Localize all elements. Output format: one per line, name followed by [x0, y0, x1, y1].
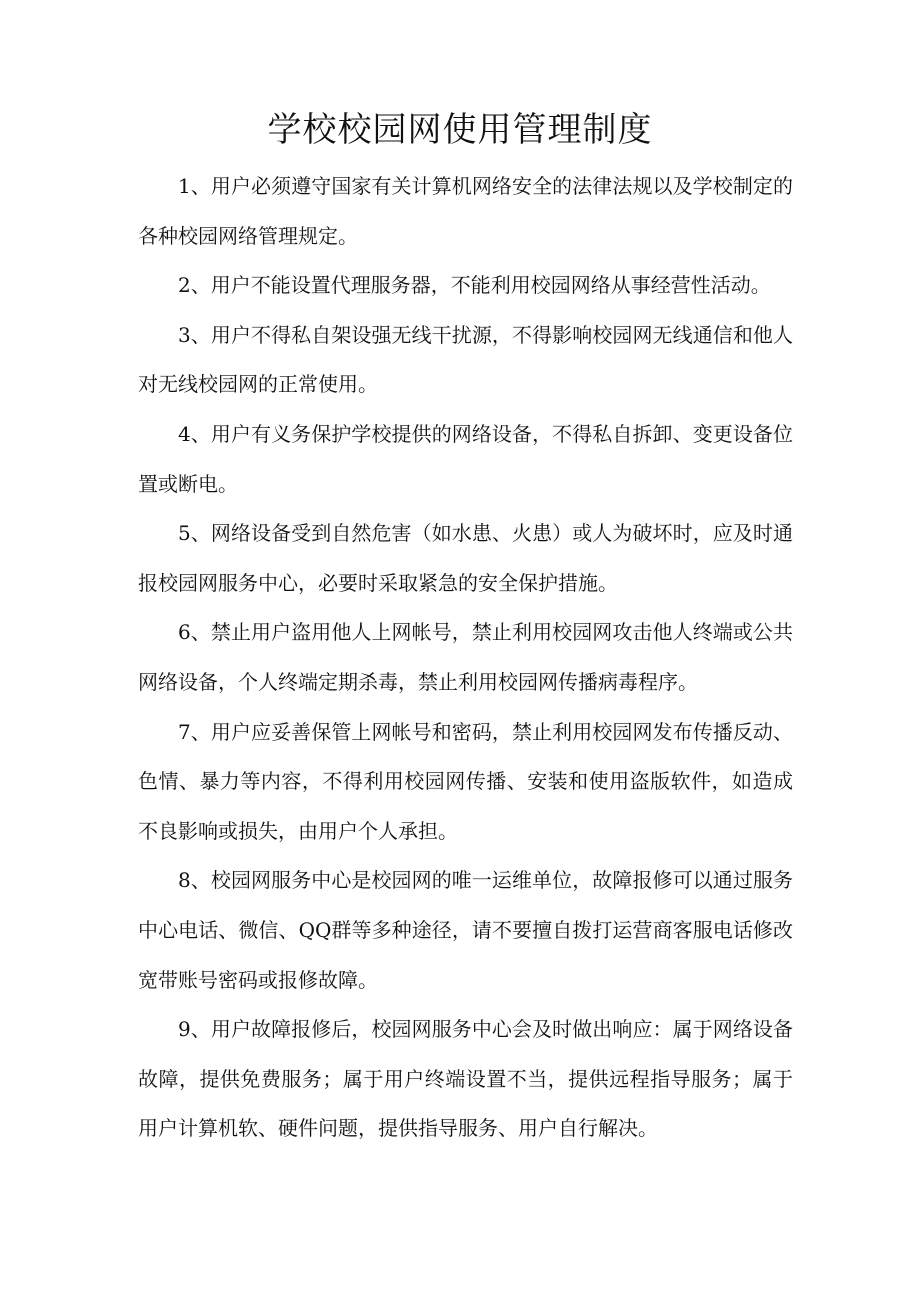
document-title: 学校校园网使用管理制度	[267, 110, 653, 150]
rule-paragraph-6: 6、禁止用户盗用他人上网帐号，禁止利用校园网攻击他人终端或公共网络设备，个人终端定期杀毒，禁止利用校园网传播病毒程序。	[138, 620, 793, 694]
rule-paragraph-8: 8、校园网服务中心是校园网的唯一运维单位，故障报修可以通过服务中心电话、微信、QQ群等多种途径，请不要擅自拨打运营商客服电话修改宽带账号密码或报修故障。	[138, 868, 793, 992]
rule-paragraph-3: 3、用户不得私自架设强无线干扰源，不得影响校园网无线通信和他人对无线校园网的正常使用。	[138, 322, 793, 397]
rule-paragraph-1: 1、用户必须遵守国家有关计算机网络安全的法律法规以及学校制定的各种校园网络管理规定。	[138, 174, 793, 248]
rule-paragraph-5: 5、网络设备受到自然危害（如水患、火患）或人为破坏时，应及时通报校园网服务中心，必要时采取紧急的安全保护措施。	[138, 521, 793, 595]
document-body	[138, 162, 793, 1154]
rule-paragraph-4: 4、用户有义务保护学校提供的网络设备，不得私自拆卸、变更设备位置或断电。	[138, 421, 793, 496]
rule-paragraph-7: 7、用户应妥善保管上网帐号和密码，禁止利用校园网发布传播反动、色情、暴力等内容，不得利用校园网传播、安装和使用盗版软件，如造成不良影响或损失，由用户个人承担。	[138, 719, 793, 843]
rule-paragraph-2: 2、用户不能设置代理服务器，不能利用校园网络从事经营性活动。	[178, 273, 771, 298]
rule-paragraph-9: 9、用户故障报修后，校园网服务中心会及时做出响应：属于网络设备故障，提供免费服务；属于用户终端设置不当，提供远程指导服务；属于用户计算机软、硬件问题，提供指导服务、用户自行解决。	[138, 1017, 793, 1141]
